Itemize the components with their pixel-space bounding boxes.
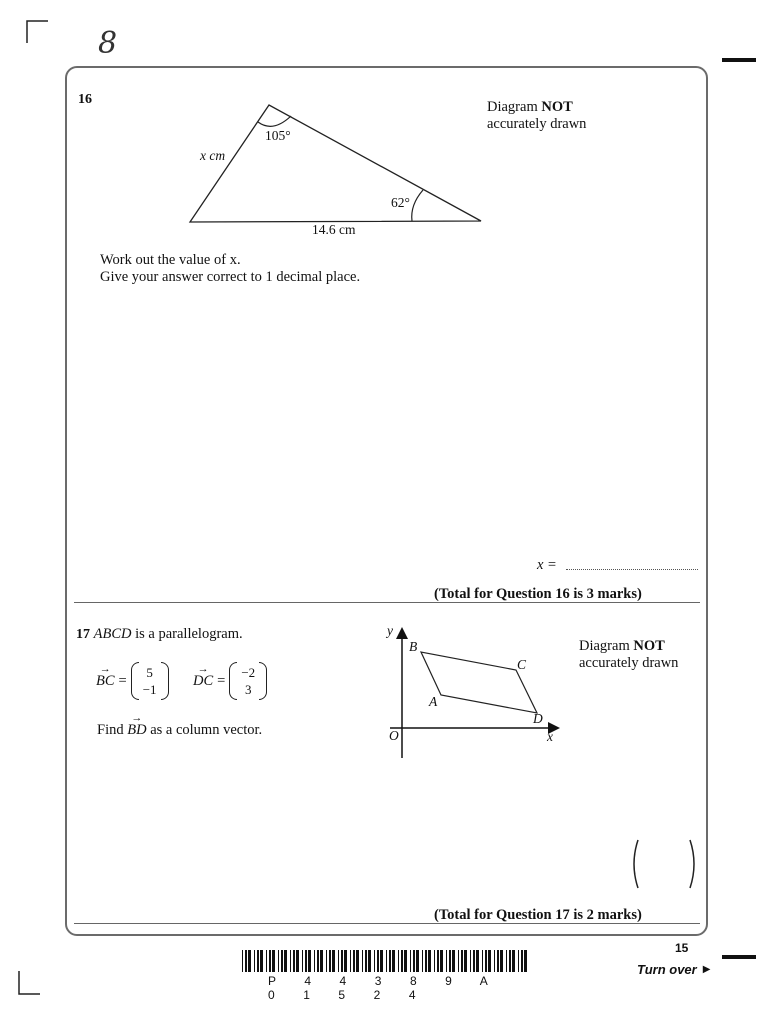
turn-over-label: Turn over (637, 962, 697, 977)
q16-diagram-note (487, 99, 586, 133)
vector-dc-bottom: 3 (245, 682, 252, 697)
vector-dc-column (229, 662, 267, 700)
q17-diagram-note (579, 638, 678, 672)
page-number: 15 (675, 941, 689, 955)
q16-note-bold: NOT (541, 99, 573, 115)
q17-intro (76, 625, 243, 644)
q17-total: (Total for Question 17 is 2 marks) (434, 907, 642, 923)
q16-side-base-label: 14.6 cm (312, 222, 356, 237)
q16-divider (74, 602, 700, 603)
vector-dc-label: → DC (193, 672, 213, 690)
q17-note-bold: NOT (633, 638, 665, 654)
point-a-label: A (429, 694, 438, 709)
vector-bc-column (131, 662, 169, 700)
point-c-label: C (517, 657, 527, 672)
q17-answer-bracket[interactable] (628, 836, 700, 892)
q17-intro-italic: ABCD (93, 626, 132, 642)
barcode-digits: P 4 4 3 8 9 A 0 1 5 2 4 (268, 974, 500, 1002)
q17-intro-rest: is a parallelogram. (135, 626, 243, 642)
angle-arc-right (412, 190, 423, 221)
vector-bc-equals: = (118, 673, 127, 689)
axis-x-label: x (547, 729, 553, 744)
q16-answer-label: x = (537, 557, 557, 573)
vector-bc-top: 5 (146, 665, 153, 680)
corner-mark-bottom-left (18, 970, 42, 998)
q17-find-prefix: Find (97, 722, 124, 738)
q16-angle-top-label: 105° (265, 128, 291, 143)
origin-label: O (389, 728, 399, 743)
edge-mark-bottom (722, 955, 756, 959)
q16-angle-right-label: 62° (391, 195, 410, 210)
q16-note-line2: accurately drawn (487, 116, 587, 132)
q17-find-vector: → BD (127, 721, 146, 739)
angle-arc-top (258, 116, 291, 126)
axis-y-label: y (387, 623, 393, 638)
q16-instruction-line2: Give your answer correct to 1 decimal place. (100, 269, 361, 285)
q16-number: 16 (78, 92, 92, 107)
q17-note-line2: accurately drawn (579, 655, 679, 671)
point-d-label: D (533, 711, 543, 726)
vector-bc-bottom: −1 (142, 682, 157, 697)
q17-find-rest: as a column vector. (150, 722, 263, 738)
corner-mark-top-left (26, 20, 50, 44)
vector-bc-label: → BC (96, 672, 115, 690)
barcode (242, 950, 530, 976)
q17-parallelogram-diagram (380, 625, 565, 765)
q17-number: 17 (76, 627, 90, 642)
point-b-label: B (409, 639, 418, 654)
q17-vector-dc (193, 662, 267, 700)
q17-divider (74, 923, 700, 924)
q16-instruction-line1: Work out the value of x. (100, 252, 241, 268)
right-triangle-icon: ▶ (702, 964, 711, 975)
q16-total: (Total for Question 16 is 3 marks) (434, 586, 642, 602)
vector-dc-top: −2 (241, 665, 256, 680)
q17-note-prefix: Diagram (579, 638, 630, 654)
edge-mark-top (722, 58, 756, 62)
q17-find-instruction (97, 721, 262, 739)
triangle-shape (190, 105, 481, 222)
q16-answer-field[interactable] (566, 563, 698, 570)
q16-note-prefix: Diagram (487, 99, 538, 115)
vector-dc-equals: = (217, 673, 226, 689)
q16-side-left-label: x cm (200, 148, 226, 163)
turn-over (637, 962, 710, 977)
handwritten-mark: 8 (98, 26, 118, 61)
q17-vector-bc (96, 662, 169, 700)
